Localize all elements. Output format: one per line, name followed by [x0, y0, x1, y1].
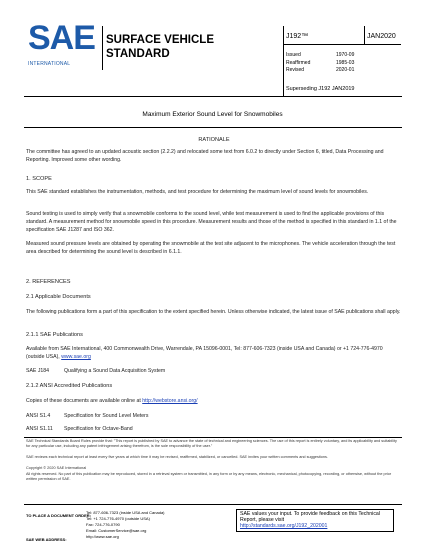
rationale-text: The committee has agreed to an updated acoustic section (2.2.2) and relocated some text from 6.0.2 to directly under Section 6, titled, Data Processing and Reporting. Improved some other wording. [26, 149, 384, 163]
title-rule-bottom [24, 127, 402, 128]
revision-history [286, 52, 354, 75]
ansi-webstore-link[interactable]: http://webstore.ansi.org/ [142, 398, 198, 404]
scope-paragraph-2: Sound testing is used to simply verify that a snowmobile conforms to the sound level, while test measurement is used to find the applicable provisions of this standard. A measurement method for snowmobile speed in this procedure. Measurement results and those of the method is specified in this standard in 1.1 of the specification SAE J1287 and ISO 362. [26, 211, 397, 233]
sae-logo-subtitle: INTERNATIONAL [28, 61, 71, 67]
header-divider-2 [283, 26, 284, 96]
superseding-note: Superseding J192 JAN2019 [286, 86, 355, 92]
sae-web-address-label: SAE WEB ADDRESS: [26, 537, 67, 542]
header-divider-3 [364, 26, 365, 44]
ansi-publications-text: Copies of these documents are available online at http://webstore.ansi.org/ [26, 398, 198, 404]
scope-paragraph-3: Measured sound pressure levels are obtained by operating the snowmobile at the test site adjacent to the microphones. The vehicle acceleration through the test area described for determining the sound level is described in 6.1.1. [26, 241, 396, 255]
feedback-text: SAE values your input. To provide feedback on this Technical Report, please visit [240, 511, 380, 523]
order-label: TO PLACE A DOCUMENT ORDER: [26, 513, 91, 518]
reference-ansi-s1-11: ANSI S1.11 Specification for Octave-Band [26, 426, 133, 432]
contact-fax: Fax: 724-776-0790 [86, 522, 120, 527]
footer-rights: All rights reserved. No part of this publication may be reproduced, stored in a retrieval system or transmitted, in any form or by any means, electronic, mechanical, photocopying, recording, or otherwise, without the prior written permission of SAE. [26, 472, 392, 481]
contact-email[interactable]: Email: CustomerService@sae.org [86, 528, 147, 533]
reference-ansi-s1-4: ANSI S1.4 Specification for Sound Level Meters [26, 413, 149, 419]
contact-website[interactable]: http://www.sae.org [86, 534, 119, 539]
contact-phone-intl: Tel: +1 724-776-4970 (outside USA) [86, 516, 150, 521]
document-type-title: SURFACE VEHICLE STANDARD [106, 34, 214, 60]
history-row: Revised 2020-01 [286, 67, 355, 73]
footer-review-note: SAE reviews each technical report at least every five years at which time it may be revised, reaffirmed, stabilized, or cancelled. SAE invites your written comments and suggestions. [26, 455, 328, 459]
sae-logo: SAE [28, 19, 95, 57]
document-date: JAN2020 [367, 33, 396, 40]
scope-paragraph-1: This SAE standard establishes the instrumentation, methods, and test procedure for determining the maximum level of sound levels for snowmobiles. [26, 189, 369, 195]
document-number: J192™ [286, 33, 309, 40]
sae-publications-text: Available from SAE International, 400 Commonwealth Drive, Warrendale, PA 15096-0001, Tel: 877-606-7323 (inside USA and Canada) or +1 724-776-4970 (outside USA), www.sae.org [26, 346, 383, 360]
contact-phone-us: Tel: 877-606-7323 (inside USA and Canada) [86, 510, 165, 515]
feedback-link[interactable]: http://standards.sae.org/J192_202001 [240, 523, 328, 529]
feedback-box [236, 509, 394, 532]
history-row: Issued 1970-09 [286, 52, 355, 58]
rationale-heading: RATIONALE [198, 137, 230, 143]
applicable-documents-text: The following publications form a part of this specification to the extent specified herein. Unless otherwise indicated, the latest issue of SAE publications shall apply. [26, 309, 401, 315]
footer-board-rules: SAE Technical Standards Board Rules provide that: "This report is published by SAE to advance the state of technical and engineering sciences. The use of this report is entirely voluntary, and its applicability and suitability for any particular use, including any patent infringement arising therefrom, is the sole responsibility of the user." [26, 439, 397, 448]
section-1-heading: 1. SCOPE [26, 176, 52, 182]
section-2-1-heading: 2.1 Applicable Documents [26, 294, 91, 300]
title-rule-top [24, 96, 402, 97]
header-divider [102, 26, 103, 70]
reference-sae-j184: SAE J184 Qualifying a Sound Data Acquisition System [26, 368, 166, 374]
document-title: Maximum Exterior Sound Level for Snowmobiles [142, 111, 283, 118]
section-2-1-2-heading: 2.1.2 ANSI Accredited Publications [26, 383, 113, 389]
section-2-1-1-heading: 2.1.1 SAE Publications [26, 332, 83, 338]
section-2-heading: 2. REFERENCES [26, 279, 71, 285]
header-rule [283, 44, 401, 45]
footer-copyright: Copyright © 2020 SAE International [26, 466, 87, 470]
history-row: Reaffirmed 1985-03 [286, 59, 355, 66]
footer-rule [24, 437, 402, 438]
sae-website-link[interactable]: www.sae.org [61, 353, 91, 360]
footer-rule-2 [24, 504, 402, 505]
